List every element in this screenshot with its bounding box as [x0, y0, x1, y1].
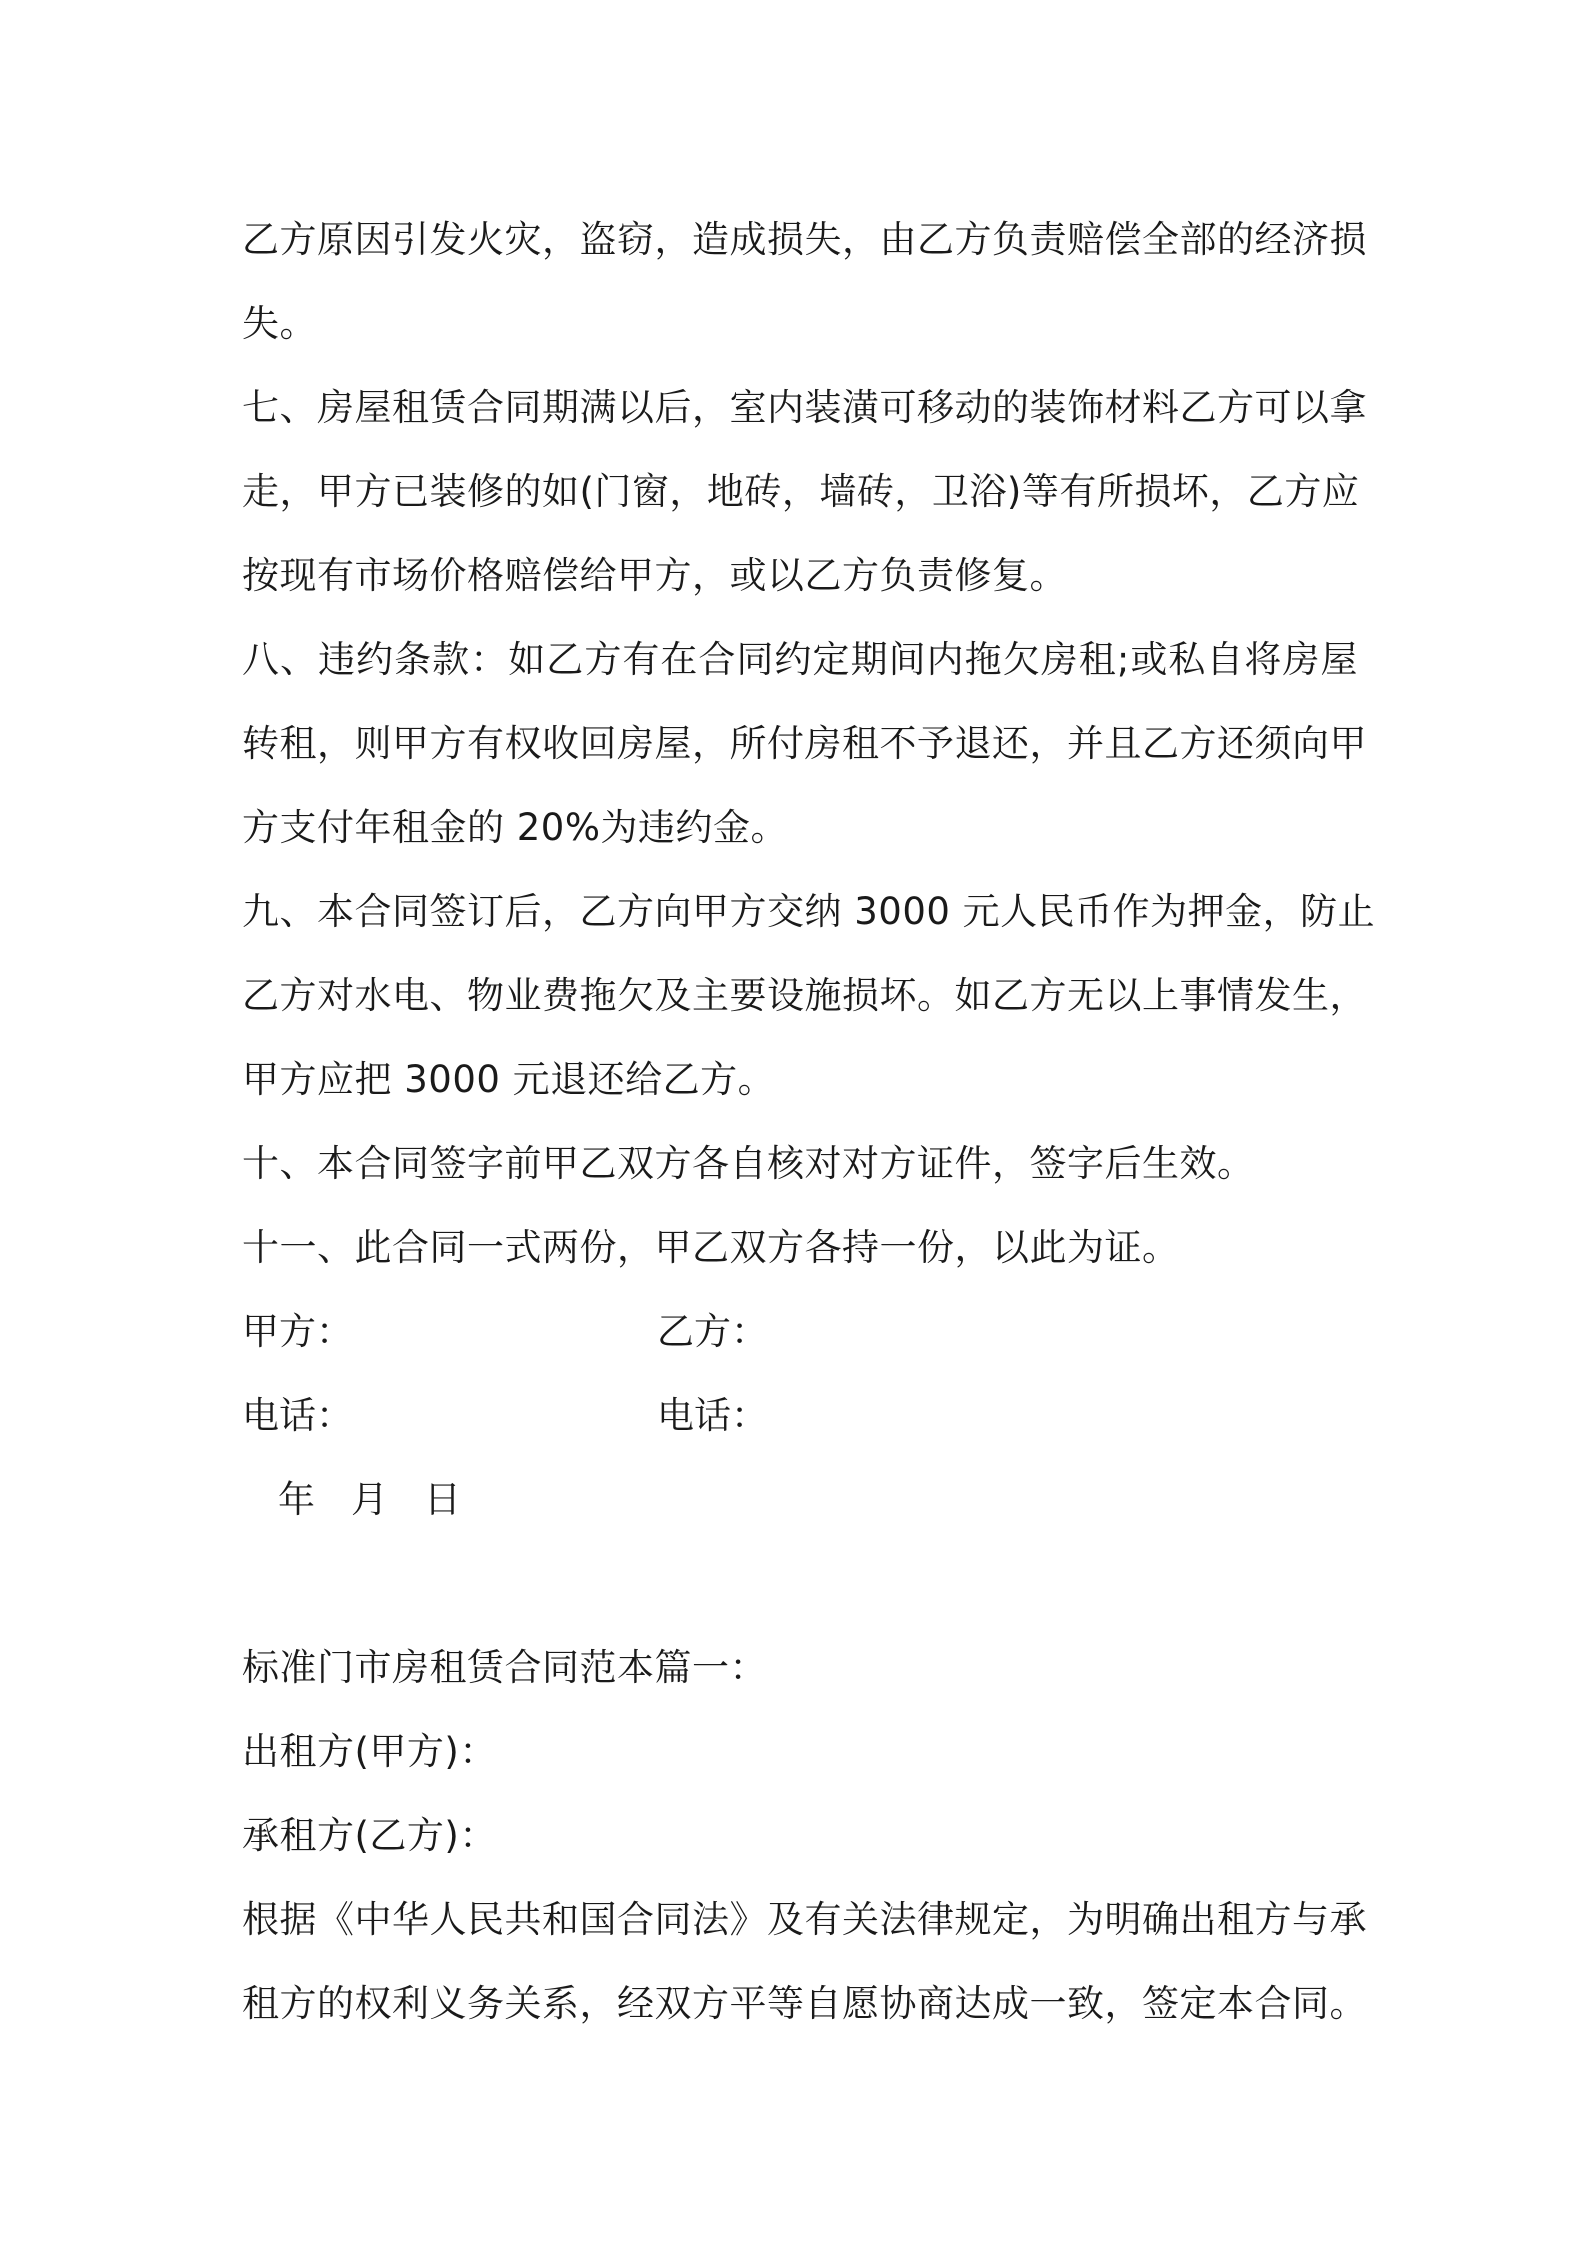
lessee-label: 承租方(乙方)： [242, 1814, 497, 1857]
clause-9-line: 九、本合同签订后，乙方向甲方交纳 3000 元人民币作为押金，防止 [242, 890, 1376, 933]
clause-11-line: 十一、此合同一式两份，甲乙双方各持一份，以此为证。 [242, 1226, 1180, 1269]
clause-9-line: 甲方应把 3000 元退还给乙方。 [242, 1058, 776, 1101]
signature-row-parties [242, 1290, 1358, 1374]
document-body [242, 198, 1376, 2046]
clause-8-line: 八、违约条款：如乙方有在合同约定期间内拖欠房租;或私自将房屋 [242, 638, 1358, 681]
clause-10-line: 十、本合同签字前甲乙双方各自核对对方证件，签字后生效。 [242, 1142, 1255, 1185]
lessor-label: 出租方(甲方)： [242, 1730, 497, 1773]
phone-b-label: 电话： [657, 1394, 768, 1437]
clause-8-line: 转租，则甲方有权收回房屋，所付房租不予退还，并且乙方还须向甲 [242, 722, 1367, 765]
date-row [242, 1458, 1358, 1542]
signature-row-phones [242, 1374, 1358, 1458]
phone-a-label: 电话： [242, 1394, 353, 1437]
party-b-label: 乙方： [657, 1310, 768, 1353]
party-a-label: 甲方： [242, 1310, 353, 1353]
clause-7-line: 七、房屋租赁合同期满以后，室内装潢可移动的装饰材料乙方可以拿 [242, 386, 1367, 429]
clause-7-line: 走，甲方已装修的如(门窗，地砖，墙砖，卫浴)等有所损坏，乙方应 [242, 470, 1360, 513]
clause-9-line: 乙方对水电、物业费拖欠及主要设施损坏。如乙方无以上事情发生， [242, 974, 1367, 1017]
section-title: 标准门市房租赁合同范本篇一： [242, 1646, 767, 1689]
preamble-line: 租方的权利义务关系，经双方平等自愿协商达成一致，签定本合同。 [242, 1982, 1367, 2025]
preamble-line: 根据《中华人民共和国合同法》及有关法律规定，为明确出租方与承 [242, 1898, 1367, 1941]
date-day-label: 日 [424, 1478, 461, 1521]
spacer [242, 1542, 1358, 1626]
clause-7-line: 按现有市场价格赔偿给甲方，或以乙方负责修复。 [242, 554, 1067, 597]
clause-line: 失。 [242, 302, 317, 345]
date-month-label: 月 [351, 1478, 388, 1521]
clause-8-line: 方支付年租金的 20%为违约金。 [242, 806, 788, 849]
date-year-label: 年 [278, 1478, 315, 1521]
clause-line: 乙方原因引发火灾，盗窃，造成损失，由乙方负责赔偿全部的经济损 [242, 218, 1367, 261]
